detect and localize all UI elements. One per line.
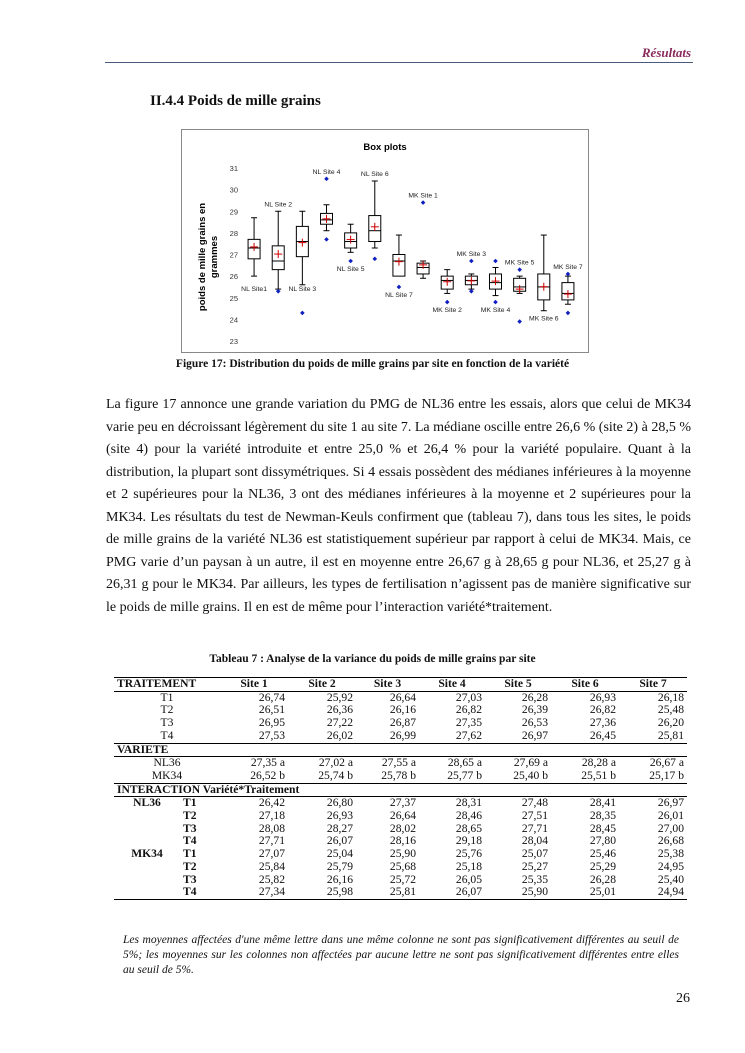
table-cell: 26,45: [589, 728, 616, 742]
table-cell: 27,02 a: [318, 756, 353, 770]
column-header: Site 5: [485, 678, 551, 692]
column-header: Site 7: [619, 678, 687, 692]
table-cell: 26,67 a: [649, 756, 684, 770]
table-cell: 27,22: [326, 716, 353, 730]
table-row: [114, 886, 687, 899]
table-cell: 27,00: [657, 821, 684, 835]
series-label: NL Site 3: [288, 285, 317, 293]
table-cell: 25,40: [657, 872, 684, 886]
anova-table: [114, 677, 687, 900]
table-cell: 25,77 b: [447, 768, 482, 782]
outlier-point: [445, 300, 450, 305]
header-rule: [105, 62, 693, 63]
section-title: II.4.4 Poids de mille grains: [150, 93, 321, 109]
table-cell: 26,82: [589, 703, 616, 717]
row-label: T2: [183, 809, 197, 823]
table-cell: 25,18: [455, 859, 482, 873]
table-cell: 25,27: [521, 859, 548, 873]
table-cell: 24,94: [619, 886, 687, 899]
table-cell: 27,35: [455, 716, 482, 730]
table-cell: 26,16: [389, 703, 416, 717]
table-cell: 26,07: [326, 834, 353, 848]
running-header: Résultats: [641, 45, 691, 60]
table-section-row: [114, 783, 687, 797]
table-section-row: [114, 743, 687, 757]
table-cell: 25,35: [521, 872, 548, 886]
row-label: T1: [183, 847, 197, 861]
table-cell: 25,84: [258, 859, 285, 873]
table-cell: 28,35: [589, 809, 616, 823]
table-row: [114, 770, 687, 783]
table-cell: 27,37: [389, 796, 416, 810]
chart-svg: [182, 130, 588, 352]
table-cell: 25,78 b: [381, 768, 416, 782]
table-cell: 25,46: [589, 847, 616, 861]
outlier-point: [566, 272, 571, 277]
table-cell: 26,39: [521, 703, 548, 717]
table-cell: 26,80: [326, 796, 353, 810]
table-cell: 25,90: [389, 847, 416, 861]
table-cell: 26,99: [389, 728, 416, 742]
table-cell: 28,28 a: [581, 756, 616, 770]
outlier-point: [493, 259, 498, 264]
variety-label: [114, 861, 180, 874]
table-cell: 28,41: [589, 796, 616, 810]
table-cell: 26,97: [657, 796, 684, 810]
table-cell: 27,71: [521, 821, 548, 835]
column-header: Site 1: [220, 678, 288, 692]
table-cell: 25,79: [326, 859, 353, 873]
table-cell: 27,36: [589, 716, 616, 730]
table-cell: 27,35 a: [250, 756, 285, 770]
y-axis-label: [197, 203, 208, 311]
table-cell: 25,51 b: [581, 768, 616, 782]
y-tick-label: 28: [229, 228, 238, 238]
table-cell: 24,95: [657, 859, 684, 873]
series-label: NL Site 4: [312, 168, 341, 176]
table-cell: 25,68: [389, 859, 416, 873]
table-cell: 25,40 b: [513, 768, 548, 782]
variety-label: [114, 874, 180, 887]
column-header: Site 6: [551, 678, 619, 692]
row-label: T2: [183, 859, 197, 873]
table-cell: 25,90: [485, 886, 551, 899]
table-cell: 26,05: [455, 872, 482, 886]
table-cell: 27,03: [455, 690, 482, 704]
table-cell: 27,69 a: [513, 756, 548, 770]
table-cell: 25,48: [657, 703, 684, 717]
table-cell: 26,68: [657, 834, 684, 848]
box-plot-chart: [181, 129, 589, 353]
section-label: INTERACTION Variété*Traitement: [114, 783, 687, 797]
series-label: NL Site 5: [336, 265, 365, 273]
y-tick-label: 26: [229, 272, 238, 282]
table-cell: 26,18: [657, 690, 684, 704]
table-cell: 25,01: [551, 886, 619, 899]
y-tick-label: 31: [229, 164, 238, 173]
column-header: Site 2: [288, 678, 356, 692]
table-cell: 26,20: [657, 716, 684, 730]
y-axis-label-2: [209, 236, 220, 278]
table-cell: 28,45: [589, 821, 616, 835]
table-cell: 26,64: [389, 690, 416, 704]
chart-marks: [230, 164, 583, 346]
outlier-point: [469, 259, 474, 264]
table-cell: 27,55 a: [381, 756, 416, 770]
row-label: T4: [183, 834, 197, 848]
column-header: TRAITEMENT: [114, 678, 220, 692]
row-label: NL36: [153, 756, 181, 770]
table-note: Les moyennes affectées d'une même lettre dans une même colonne ne sont pas significativement différentes au seuil de 5%; les moyennes sur les colonnes non affectées par aucune lettre ne sont pas significativement différentes entre elles au seuil de 5%.: [123, 934, 679, 976]
column-header: Site 4: [419, 678, 485, 692]
outlier-point: [566, 311, 571, 316]
row-label: T1: [183, 796, 197, 810]
outlier-point: [493, 300, 498, 305]
series-label: MK Site 6: [529, 315, 559, 323]
table-cell: 26,93: [326, 809, 353, 823]
series-label: NL Site1: [241, 285, 267, 293]
table-cell: 25,07: [521, 847, 548, 861]
y-tick-label: 25: [229, 293, 238, 303]
series-label: MK Site 3: [456, 250, 487, 258]
table-cell: 26,16: [326, 872, 353, 886]
table-cell: 26,87: [389, 716, 416, 730]
table-cell: 26,95: [258, 716, 285, 730]
table-cell: 26,93: [589, 690, 616, 704]
table-cell: 29,18: [455, 834, 482, 848]
column-header: Site 3: [356, 678, 419, 692]
table-row: [114, 717, 687, 730]
table-row: [114, 730, 687, 743]
row-label: T4: [160, 728, 174, 742]
variety-label: NL36: [133, 796, 161, 810]
table-cell: 26,28: [521, 690, 548, 704]
body-paragraph: La figure 17 annonce une grande variation du PMG de NL36 entre les essais, alors que celui de MK34 varie peu en décroissant légèrement du site 1 au site 7. La médiane oscille entre 26,6 % (site 2) à 28,5 % (site 4) pour la variété introduite et entre 25,0 % et 26,4 % pour la variété populaire. Quant à la distribution, la plupart sont dissymétriques. Si 4 essais possèdent des médianes inférieures à la moyenne et 2 supérieures pour la NL36, 3 ont des médianes inférieures à la moyenne et 2 supérieures pour la MK34. Les résultats du test de Newman-Keuls confirment que (tableau 7), dans tous les sites, le poids de mille grains de la variété NL36 est statistiquement supérieur par rapport à celui de MK34. Mais, ce PMG varie d’un paysan à un autre, il est en moyenne entre 26,67 g à 28,65 g pour NL36, et 25,27 g à 26,31 g pour le MK34. Par ailleurs, les types de fertilisation n’agissent pas de manière significative sur le poids de mille grains. Il en est de même pour l’interaction variété*traitement.: [106, 397, 691, 615]
table-cell: 25,29: [589, 859, 616, 873]
series-label: NL Site 7: [385, 291, 413, 299]
outlier-point: [517, 319, 522, 324]
table-cell: 26,74: [258, 690, 285, 704]
chart-title: Box plots: [363, 142, 407, 153]
outlier-point: [300, 311, 305, 316]
outlier-point: [276, 289, 281, 294]
page-number: 26: [676, 991, 690, 1006]
y-tick-label: 23: [229, 337, 238, 346]
outlier-point: [421, 200, 426, 205]
outlier-point: [469, 289, 474, 294]
variety-label: MK34: [131, 847, 163, 861]
table-cell: 28,27: [326, 821, 353, 835]
table-cell: 28,65 a: [447, 756, 482, 770]
table-cell: 25,17 b: [649, 768, 684, 782]
table-cell: 27,07: [258, 847, 285, 861]
row-label: T3: [183, 872, 197, 886]
y-tick-label: 30: [229, 185, 238, 195]
y-tick-label: 27: [229, 250, 238, 260]
row-label: MK34: [151, 768, 183, 782]
table-cell: 28,02: [389, 821, 416, 835]
table-cell: 26,02: [326, 728, 353, 742]
outlier-point: [348, 259, 353, 264]
table-cell: 25,98: [288, 886, 356, 899]
row-label: T2: [160, 703, 174, 717]
table-cell: 26,52 b: [250, 768, 285, 782]
table-cell: 28,08: [258, 821, 285, 835]
table-cell: 26,51: [258, 703, 285, 717]
variety-label: [114, 886, 180, 899]
series-label: MK Site 4: [480, 307, 511, 315]
row-label: T3: [183, 821, 197, 835]
table-cell: 26,42: [258, 796, 285, 810]
table-cell: 27,53: [258, 728, 285, 742]
row-label: T3: [160, 716, 174, 730]
table-cell: 25,81: [657, 728, 684, 742]
series-label: NL Site 2: [264, 201, 293, 209]
table-cell: 27,80: [589, 834, 616, 848]
table-cell: 28,16: [389, 834, 416, 848]
table-cell: 25,38: [657, 847, 684, 861]
table-cell: 25,92: [326, 690, 353, 704]
table-cell: 28,31: [455, 796, 482, 810]
table-cell: 28,65: [455, 821, 482, 835]
series-label: NL Site 6: [360, 170, 389, 178]
table-caption: Tableau 7 : Analyse de la variance du poids de mille grains par site: [209, 653, 536, 665]
table-cell: 25,04: [326, 847, 353, 861]
table-cell: 28,46: [455, 809, 482, 823]
table-row: [114, 810, 687, 823]
outlier-point: [517, 267, 522, 272]
table-cell: 27,48: [521, 796, 548, 810]
table-cell: 25,82: [258, 872, 285, 886]
table-cell: 26,82: [455, 703, 482, 717]
table-header-row: [114, 678, 687, 692]
table-cell: 27,51: [521, 809, 548, 823]
row-label: T1: [160, 690, 174, 704]
table-row: [114, 848, 687, 861]
table-cell: 27,34: [220, 886, 288, 899]
series-label: MK Site 7: [553, 263, 583, 271]
table-cell: 25,72: [389, 872, 416, 886]
table-cell: 26,64: [389, 809, 416, 823]
outlier-point: [324, 237, 329, 242]
figure-caption: Figure 17: Distribution du poids de mille grains par site en fonction de la variété: [175, 358, 570, 370]
y-tick-label: 24: [229, 315, 238, 325]
series-label: MK Site 2: [432, 307, 462, 315]
row-label: T4: [180, 886, 220, 899]
table-cell: 26,01: [657, 809, 684, 823]
table-cell: 28,04: [521, 834, 548, 848]
variety-label: [114, 823, 180, 836]
outlier-point: [397, 285, 402, 290]
table-cell: 26,28: [589, 872, 616, 886]
table-cell: 26,36: [326, 703, 353, 717]
outlier-point: [372, 257, 377, 262]
variety-label: [114, 810, 180, 823]
table-cell: 27,18: [258, 809, 285, 823]
outlier-point: [324, 177, 329, 182]
series-label: MK Site 5: [504, 259, 535, 267]
table-cell: 27,71: [258, 834, 285, 848]
table-row: [114, 757, 687, 770]
table-cell: 26,53: [521, 716, 548, 730]
y-axis-label-line2: grammes: [209, 235, 220, 279]
table-cell: 25,81: [356, 886, 419, 899]
table-cell: 27,62: [455, 728, 482, 742]
section-label: VARIETE: [114, 743, 687, 757]
y-axis-label-line1: poids de mille grains en: [197, 202, 208, 312]
table-cell: 25,74 b: [318, 768, 353, 782]
table-cell: 26,97: [521, 728, 548, 742]
table-cell: 25,76: [455, 847, 482, 861]
y-tick-label: 29: [229, 207, 238, 217]
series-label: MK Site 1: [408, 192, 438, 200]
table-cell: 26,07: [419, 886, 485, 899]
table-row: [114, 861, 687, 874]
